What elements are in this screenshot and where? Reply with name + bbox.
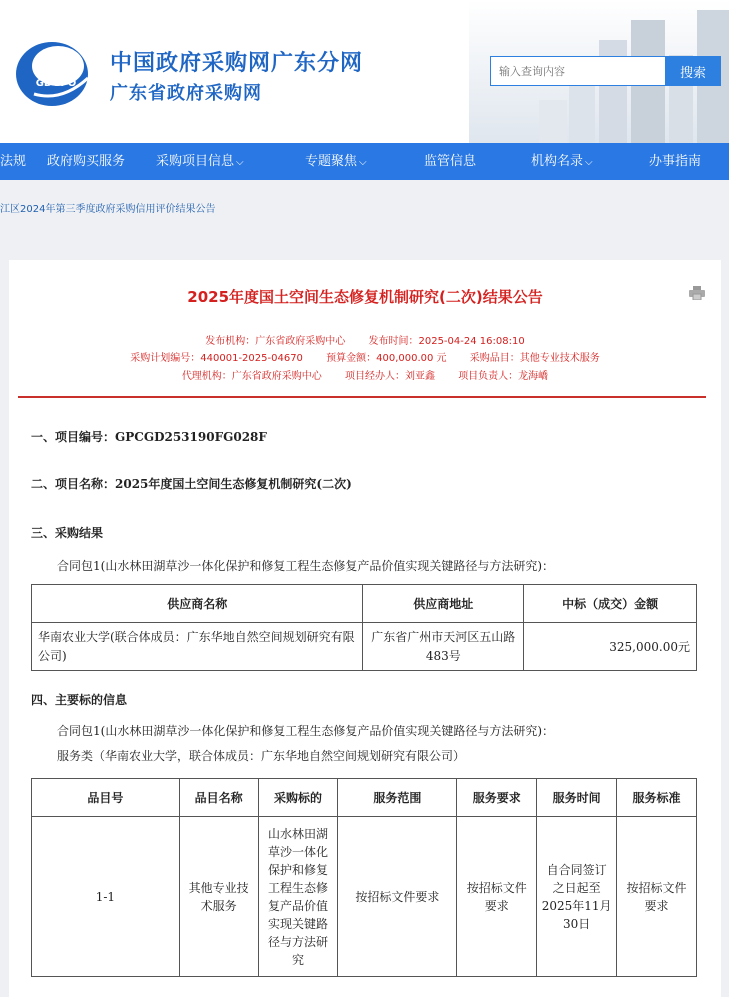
table-row — [32, 623, 697, 671]
meta-row-2 — [9, 349, 721, 364]
section-procurement-result: 三、采购结果 — [31, 526, 104, 540]
divider — [18, 396, 706, 398]
chevron-down-icon: ⌵ — [585, 157, 593, 168]
cell-requirement: 按招标文件要求 — [457, 817, 537, 977]
result-table — [31, 584, 697, 671]
meta-category: 采购品目：其他专业技术服务 — [469, 353, 600, 364]
chevron-down-icon: ⌵ — [359, 157, 367, 168]
meta-publish-time: 发布时间：2025-04-24 16:08:10 — [368, 336, 525, 347]
col-header-supplier: 供应商名称 — [32, 585, 363, 623]
logo-text: GDGPO — [35, 78, 77, 89]
cell-subject: 山水林田湖草沙一体化保护和修复工程生态修复产品价值实现关键路径与方法研究 — [258, 817, 338, 977]
nav-item-supervision[interactable]: 监管信息 — [424, 154, 477, 169]
meta-budget: 预算金额：400,000.00 元 — [326, 353, 447, 364]
cell-amount: 325,000.00元 — [524, 623, 697, 671]
chevron-down-icon: ⌵ — [236, 157, 244, 168]
col-header-address: 供应商地址 — [363, 585, 524, 623]
cell-address: 广东省广州市天河区五山路483号 — [363, 623, 524, 671]
nav-item-directory[interactable]: 机构名录 ⌵ — [531, 143, 593, 180]
section-project-number: 一、项目编号：GPCGD253190FG028F — [31, 430, 267, 444]
meta-publisher: 发布机构：广东省政府采购中心 — [205, 336, 346, 347]
section-project-name: 二、项目名称：2025年度国土空间生态修复机制研究(二次) — [31, 477, 352, 491]
main-nav — [0, 143, 729, 180]
meta-agency: 代理机构：广东省政府采购中心 — [181, 371, 322, 382]
nav-item-guide[interactable]: 办事指南 — [649, 154, 702, 169]
site-header — [0, 0, 729, 143]
search-button[interactable]: 搜索 — [665, 56, 721, 86]
site-title[interactable]: 中国政府采购网广东分网 — [110, 51, 364, 76]
news-ticker-link[interactable]: 江区2024年第三季度政府采购信用评价结果公告 — [0, 204, 216, 215]
nav-item-topics[interactable]: 专题聚焦 ⌵ — [305, 143, 367, 180]
cell-supplier: 华南农业大学(联合体成员：广东华地自然空间规划研究有限公司) — [32, 623, 363, 671]
service-category-line: 服务类（华南农业大学，联合体成员：广东华地自然空间规划研究有限公司） — [57, 749, 466, 763]
section-main-subject: 四、主要标的信息 — [31, 693, 128, 707]
table-header-row — [32, 585, 697, 623]
col-header-subject: 采购标的 — [258, 779, 338, 817]
item-table — [31, 778, 697, 977]
nav-item-regulations[interactable]: 法规 — [0, 154, 27, 169]
col-header-item-no: 品目号 — [32, 779, 180, 817]
search-input[interactable] — [490, 56, 666, 86]
nav-item-procurement-info[interactable]: 采购项目信息 ⌵ — [156, 143, 244, 180]
meta-row-1 — [9, 332, 721, 347]
gdgpo-logo[interactable] — [12, 36, 96, 108]
col-header-scope: 服务范围 — [338, 779, 457, 817]
col-header-standard: 服务标准 — [617, 779, 697, 817]
cell-item-name: 其他专业技术服务 — [179, 817, 258, 977]
meta-leader: 项目负责人：龙海嶠 — [458, 371, 549, 382]
print-icon[interactable] — [689, 286, 705, 300]
meta-handler: 项目经办人：刘亚鑫 — [345, 371, 435, 382]
table-row — [32, 817, 697, 977]
notice-card — [9, 260, 721, 997]
meta-row-3 — [9, 367, 721, 382]
site-subtitle: 广东省政府采购网 — [110, 83, 262, 104]
nav-item-gov-service[interactable]: 政府购买服务 — [47, 154, 126, 169]
col-header-amount: 中标（成交）金额 — [524, 585, 697, 623]
package-description-2: 合同包1(山水林田湖草沙一体化保护和修复工程生态修复产品价值实现关键路径与方法研究)： — [57, 724, 555, 738]
meta-plan-no: 采购计划编号：440001-2025-04670 — [130, 353, 303, 364]
col-header-requirement: 服务要求 — [457, 779, 537, 817]
page-title: 2025年度国土空间生态修复机制研究(二次)结果公告 — [187, 288, 543, 306]
cell-standard: 按招标文件要求 — [617, 817, 697, 977]
table-header-row — [32, 779, 697, 817]
cell-scope: 按招标文件要求 — [338, 817, 457, 977]
cell-item-no: 1-1 — [32, 817, 180, 977]
col-header-item-name: 品目名称 — [179, 779, 258, 817]
cell-time: 自合同签订之日起至2025年11月30日 — [537, 817, 617, 977]
col-header-time: 服务时间 — [537, 779, 617, 817]
package-description: 合同包1(山水林田湖草沙一体化保护和修复工程生态修复产品价值实现关键路径与方法研究)： — [57, 559, 555, 573]
